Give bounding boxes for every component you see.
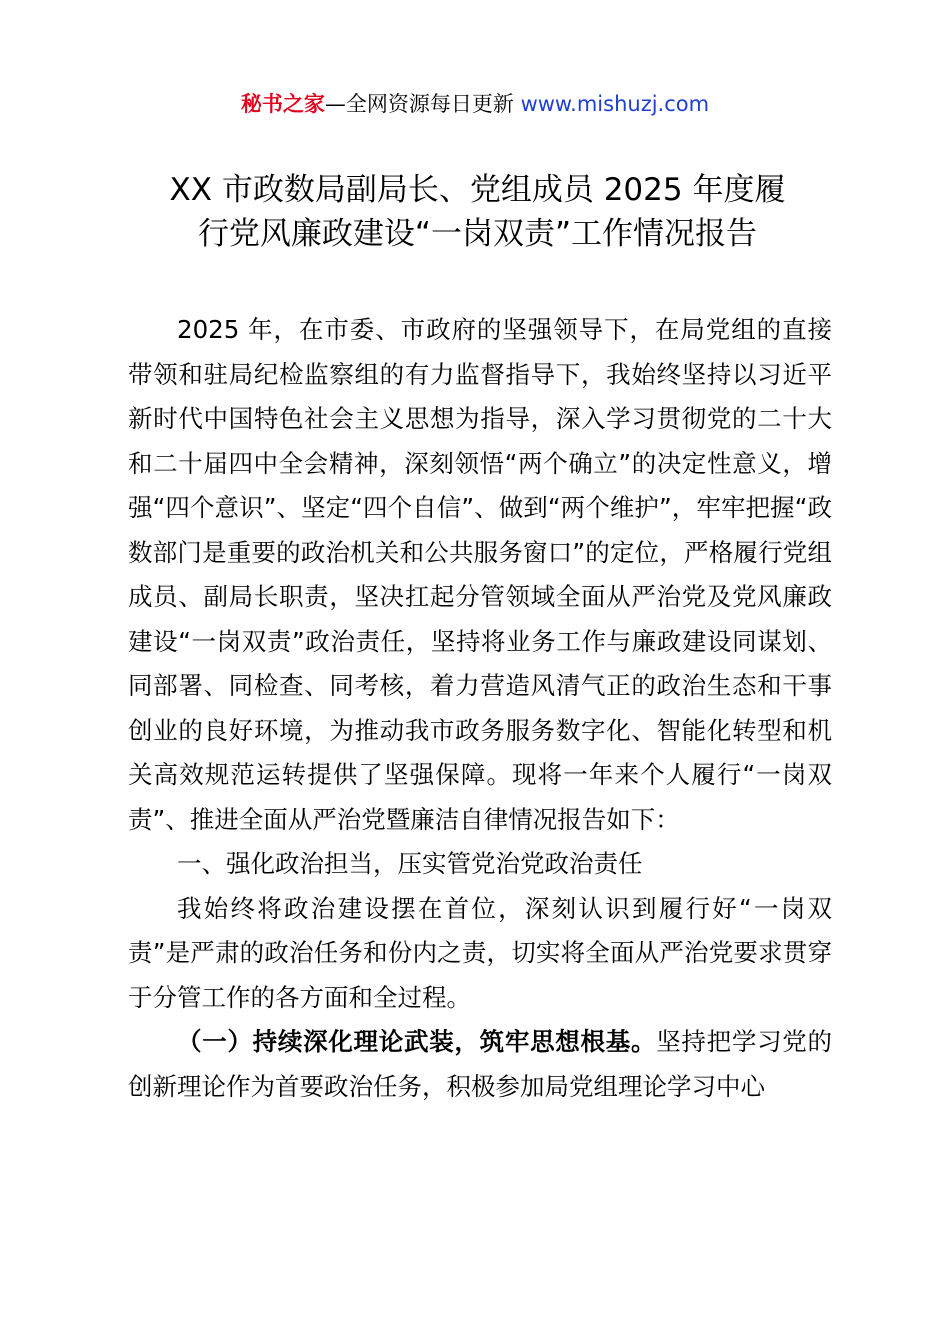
site-header	[0, 88, 950, 120]
document-title-line-2: 行党风廉政建设“一岗双责”工作情况报告	[197, 216, 758, 252]
section-heading-1: 一、强化政治担当，压实管党治党政治责任	[177, 849, 643, 878]
document-body	[128, 308, 832, 1109]
site-url-link[interactable]: www.mishuzj.com	[520, 92, 710, 116]
subsection-1-paragraph	[128, 1020, 832, 1109]
site-tagline: —全网资源每日更新	[324, 92, 514, 116]
section-1-paragraph: 我始终将政治建设摆在首位，深刻认识到履行好“一岗双责”是严肃的政治任务和份内之责，切实将全面从严治党要求贯穿于分管工作的各方面和全过程。	[128, 893, 832, 1012]
subsection-1-text: 坚持把学习党的创新理论作为首要政治任务，积极参加局党组理论学习中心	[128, 1027, 833, 1101]
document-title-line-1: XX 市政数局副局长、党组成员 2025 年度履	[169, 172, 786, 208]
document-title	[125, 168, 830, 256]
intro-paragraph: 2025 年，在市委、市政府的坚强领导下，在局党组的直接带领和驻局纪检监察组的有力监督指导下，我始终坚持以习近平新时代中国特色社会主义思想为指导，深入学习贯彻党的二十大和二十届四中全会精神，深刻领悟“两个确立”的决定性意义，增强“四个意识”、坚定“四个自信”、做到“两个维护”，牢牢把握“政数部门是重要的政治机关和公共服务窗口”的定位，严格履行党组成员、副局长职责，坚决扛起分管领域全面从严治党及党风廉政建设“一岗双责”政治责任，坚持将业务工作与廉政建设同谋划、同部署、同检查、同考核，着力营造风清气正的政治生态和干事创业的良好环境，为推动我市政务服务数字化、智能化转型和机关高效规范运转提供了坚强保障。现将一年来个人履行“一岗双责”、推进全面从严治党暨廉洁自律情况报告如下：	[128, 315, 832, 834]
subsection-1-lead: （一）持续深化理论武装，筑牢思想根基。	[177, 1027, 657, 1056]
site-brand: 秘书之家	[240, 92, 325, 116]
